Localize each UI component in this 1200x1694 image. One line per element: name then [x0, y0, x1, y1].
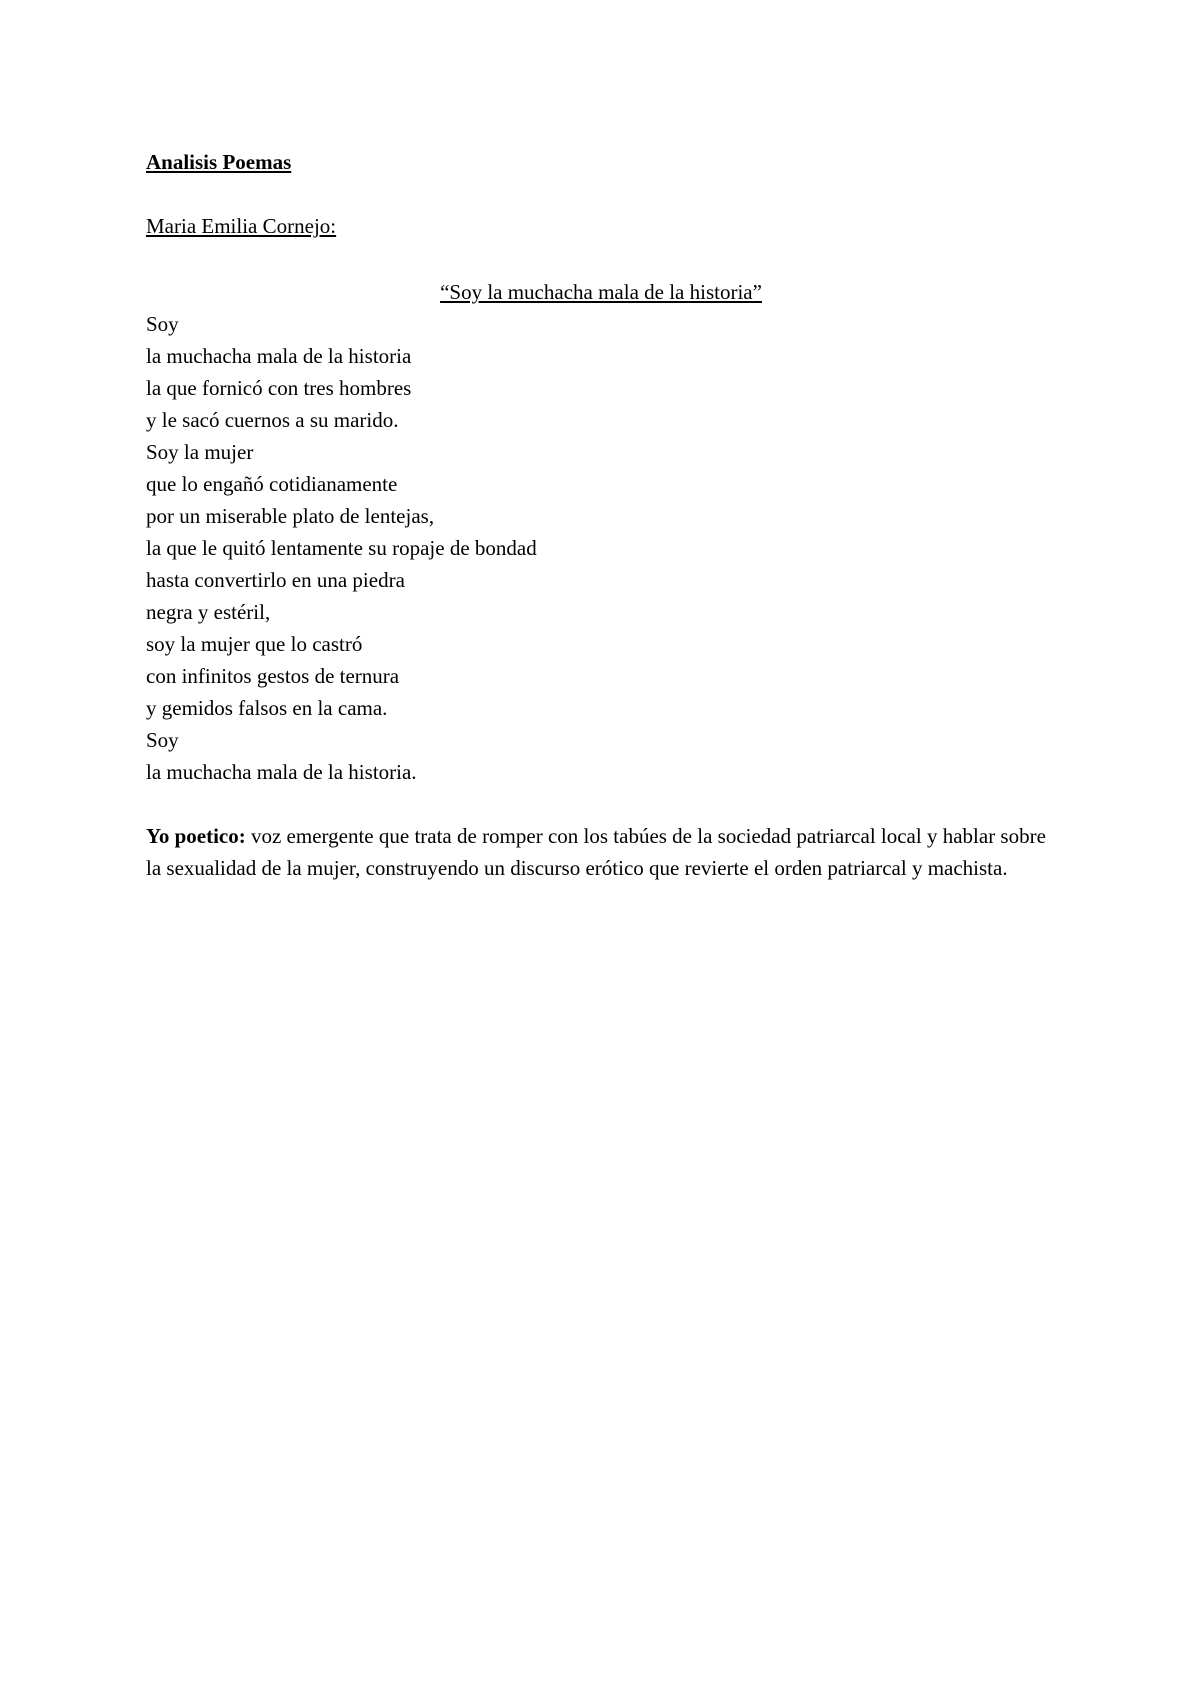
poem-line: hasta convertirlo en una piedra	[146, 568, 405, 592]
poem-line: la muchacha mala de la historia.	[146, 760, 417, 784]
poem-line: la que fornicó con tres hombres	[146, 376, 412, 400]
poem-line: con infinitos gestos de ternura	[146, 664, 400, 688]
poem-title: “Soy la muchacha mala de la historia”	[440, 280, 762, 304]
analysis-paragraph	[146, 820, 1056, 884]
poem-line: por un miserable plato de lentejas,	[146, 504, 435, 528]
document-body	[146, 146, 1056, 905]
poem-line: soy la mujer que lo castró	[146, 632, 363, 656]
analysis-text: voz emergente que trata de romper con los tabúes de la sociedad patriarcal local y hablar sobre la sexualidad de la mujer, construyendo un discurso erótico que revierte el orden patriarcal y machista.	[146, 824, 1046, 880]
poem-line: Soy	[146, 728, 179, 752]
author-heading: Maria Emilia Cornejo:	[146, 214, 337, 238]
poem-line: la que le quitó lentamente su ropaje de bondad	[146, 536, 537, 560]
document-title: Analisis Poemas	[146, 150, 292, 174]
poem-line: que lo engañó cotidianamente	[146, 472, 398, 496]
poem-line: y le sacó cuernos a su marido.	[146, 408, 399, 432]
poem-line: negra y estéril,	[146, 600, 271, 624]
poem-line: Soy	[146, 312, 179, 336]
poem-line: Soy la mujer	[146, 440, 254, 464]
poem-text	[146, 308, 1056, 788]
analysis-label: Yo poetico:	[146, 824, 246, 848]
poem-line: y gemidos falsos en la cama.	[146, 696, 388, 720]
poem-line: la muchacha mala de la historia	[146, 344, 412, 368]
